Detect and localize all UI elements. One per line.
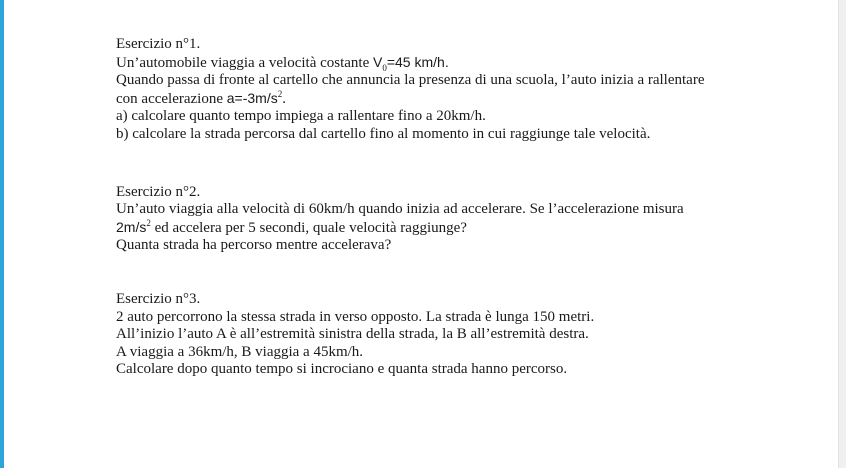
- exercise-2: [116, 184, 816, 255]
- exercise-1-line-2: Quando passa di fronte al cartello che annuncia la presenza di una scuola, l’auto inizia a rallentare: [116, 72, 705, 89]
- acceleration-formula: a=-3m/s: [226, 89, 278, 106]
- exercise-1-line-3: [116, 90, 816, 109]
- exercise-3: [116, 291, 816, 379]
- initial-velocity-symbol: V: [373, 53, 383, 70]
- exercise-3-line-3: A viaggia a 36km/h, B viaggia a 45km/h.: [116, 343, 364, 360]
- exercise-1-question-b: b) calcolare la strada percorsa dal cartello fino al momento in cui raggiunge tale velocità.: [116, 125, 651, 142]
- velocity-subscript: 0: [382, 62, 387, 73]
- exercise-3-line-2: All’inizio l’auto A è all’estremità sinistra della strada, la B all’estremità destra.: [116, 326, 589, 343]
- document-body: [116, 36, 816, 379]
- acceleration-value: 2m/s: [116, 218, 147, 235]
- exercise-1-title: Esercizio n°1.: [116, 36, 201, 52]
- exercise-2-line-1: Un’auto viaggia alla velocità di 60km/h quando inizia ad accelerare. Se l’accelerazione misura: [116, 201, 684, 218]
- exercise-1-line-3-text: con accelerazione: [116, 90, 227, 107]
- exercise-1-line-3-end: .: [282, 90, 286, 107]
- exercise-2-line-2: [116, 219, 816, 238]
- acceleration-exponent: 2: [277, 88, 283, 99]
- acceleration-exponent-2: 2: [146, 217, 151, 228]
- exercise-1: [116, 36, 816, 144]
- exercise-2-line-3: Quanta strada ha percorso mentre accelerava?: [116, 237, 392, 254]
- scrollbar-gutter[interactable]: [838, 0, 846, 468]
- exercise-2-line-2-text: ed accelera per 5 secondi, quale velocità raggiunge?: [150, 219, 467, 236]
- exercise-1-line-1-text: Un’automobile viaggia a velocità costante: [116, 54, 373, 71]
- exercise-3-title: Esercizio n°3.: [116, 290, 201, 307]
- exercise-3-line-1: 2 auto percorrono la stessa strada in verso opposto. La strada è lunga 150 metri.: [116, 308, 595, 325]
- left-accent-bar: [0, 0, 4, 468]
- exercise-3-line-4: Calcolare dopo quanto tempo si incrociano e quanta strada hanno percorso.: [116, 361, 568, 378]
- exercise-1-line-1: [116, 54, 816, 73]
- exercise-2-title: Esercizio n°2.: [116, 183, 201, 200]
- exercise-1-question-a: a) calcolare quanto tempo impiega a rallentare fino a 20km/h.: [116, 108, 486, 125]
- initial-velocity-value: =45 km/h.: [386, 53, 449, 70]
